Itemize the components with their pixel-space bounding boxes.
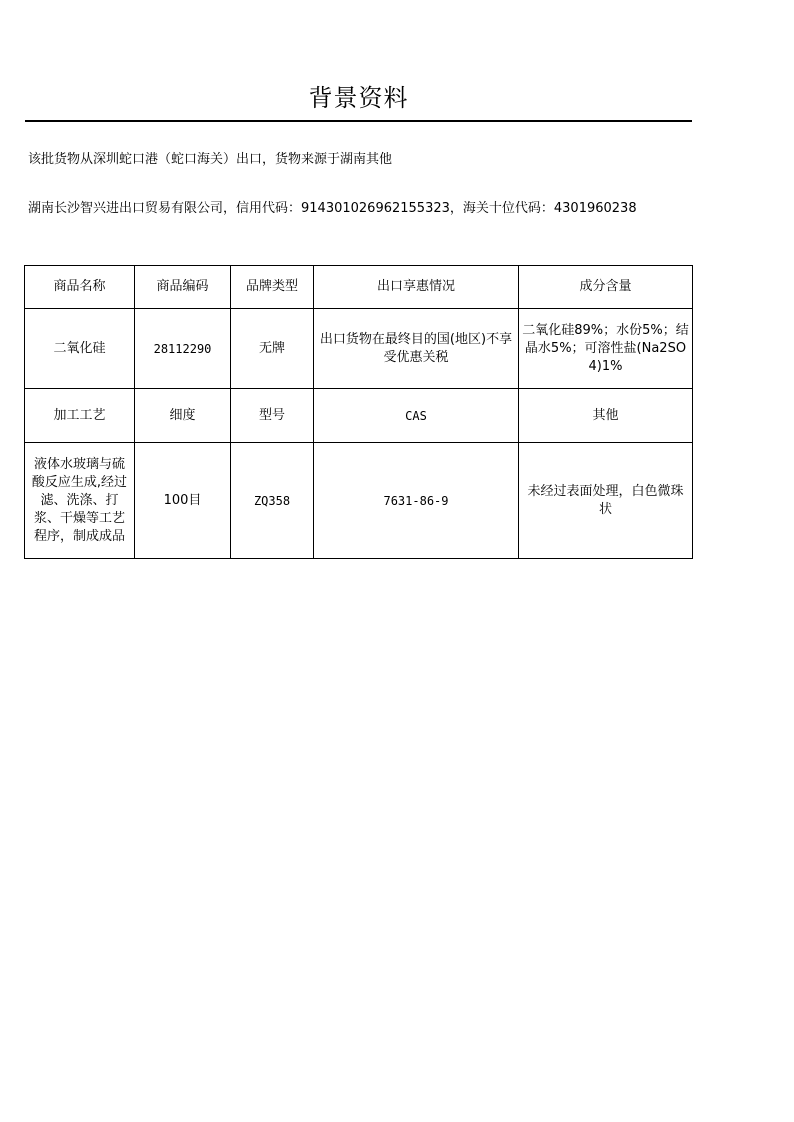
header-cell-other: 其他 <box>519 389 693 443</box>
cell-process: 液体水玻璃与硫酸反应生成,经过滤、洗涤、打浆、干燥等工艺程序，制成成品 <box>25 443 135 559</box>
shipment-origin-text: 该批货物从深圳蛇口港（蛇口海关）出口，货物来源于湖南其他 <box>28 152 393 167</box>
product-info-table <box>24 265 693 559</box>
cell-other: 未经过表面处理，白色微珠状 <box>519 443 693 559</box>
header-cell-export-preference: 出口享惠情况 <box>314 266 519 309</box>
header-cell-product-code: 商品编码 <box>135 266 231 309</box>
table-row <box>25 309 693 389</box>
cell-export-preference: 出口货物在最终目的国(地区)不享受优惠关税 <box>314 309 519 389</box>
table-header-row <box>25 266 693 309</box>
title-underline <box>25 120 692 122</box>
company-info-text: 湖南长沙智兴进出口贸易有限公司，信用代码：914301026962155323，海关十位代码：4301960238 <box>28 201 637 216</box>
header-cell-cas: CAS <box>314 389 519 443</box>
header-cell-product-name: 商品名称 <box>25 266 135 309</box>
cell-composition: 二氧化硅89%；水份5%；结晶水5%；可溶性盐(Na2SO4)1% <box>519 309 693 389</box>
header-cell-fineness: 细度 <box>135 389 231 443</box>
cell-brand-type: 无牌 <box>231 309 314 389</box>
table-row <box>25 443 693 559</box>
cell-product-code: 28112290 <box>135 309 231 389</box>
header-cell-composition: 成分含量 <box>519 266 693 309</box>
cell-product-name: 二氧化硅 <box>25 309 135 389</box>
cell-fineness: 100目 <box>135 443 231 559</box>
cell-model: ZQ358 <box>231 443 314 559</box>
page-title: 背景资料 <box>308 84 409 112</box>
table-header-row <box>25 389 693 443</box>
header-cell-brand-type: 品牌类型 <box>231 266 314 309</box>
header-cell-process: 加工工艺 <box>25 389 135 443</box>
header-cell-model: 型号 <box>231 389 314 443</box>
cell-cas: 7631-86-9 <box>314 443 519 559</box>
